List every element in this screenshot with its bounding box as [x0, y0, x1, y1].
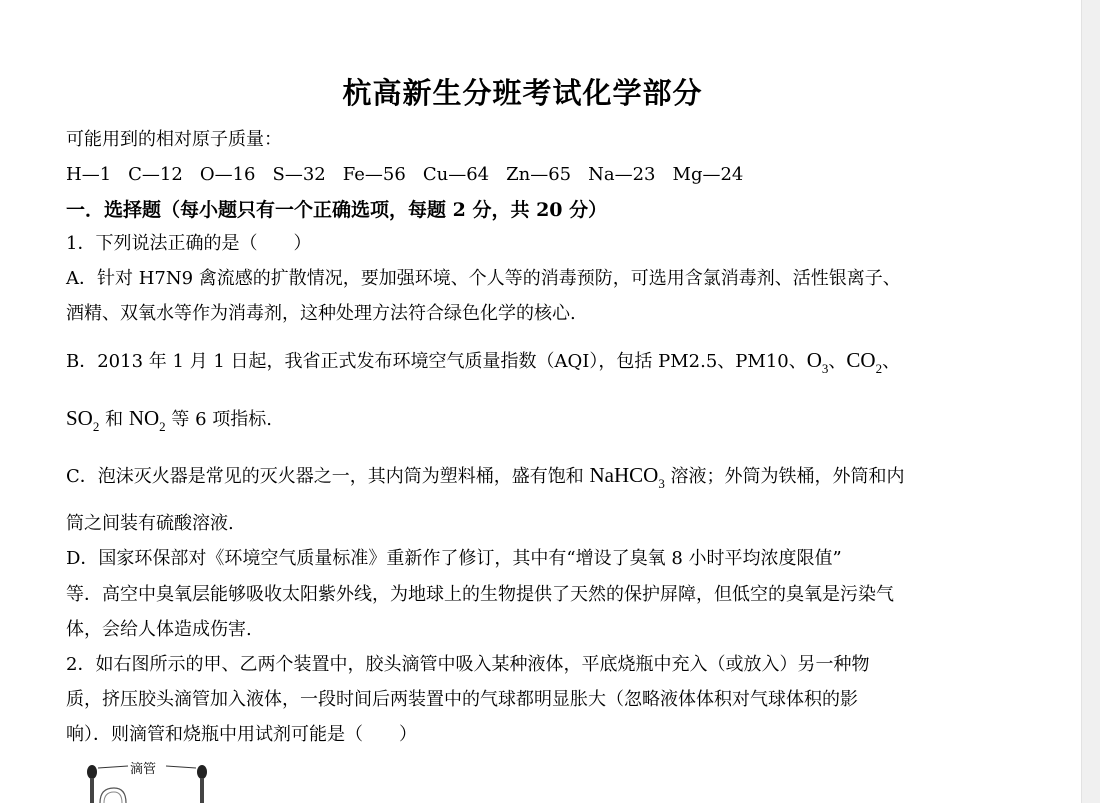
mass-item: Mg—24 — [672, 164, 744, 185]
q1-option-d-line2: 等．高空中臭氧层能够吸收太阳紫外线，为地球上的生物提供了天然的保护屏障，但低空的臭氧是污染气 — [66, 584, 894, 605]
formula-nahco3: NaHCO$_3$ — [589, 463, 665, 491]
formula-so2: $SO_2$ — [66, 406, 100, 434]
question-2-line3: 响）．则滴管和烧瓶中用试剂可能是（ ） — [66, 724, 417, 745]
atomic-mass-intro: 可能用到的相对原子质量： — [66, 129, 282, 150]
formula-no2: $NO_2$ — [128, 406, 166, 434]
formula-co2: $CO_2$ — [846, 348, 883, 376]
mass-item: Na—23 — [588, 164, 656, 185]
mass-item: Zn—65 — [506, 164, 572, 185]
mass-item: O—16 — [199, 164, 256, 185]
apparatus-figure — [78, 758, 218, 803]
q1-option-a-line1: A．针对 H7N9 禽流感的扩散情况，要加强环境、个人等的消毒预防，可选用含氯消毒剂、活性银离子、 — [66, 268, 901, 289]
q1-option-d-line1: D．国家环保部对《环境空气质量标准》重新作了修订，其中有“增设了臭氧 8 小时平均浓度限值” — [66, 548, 842, 569]
mass-item: Fe—56 — [342, 164, 406, 185]
formula-o3: $O_3$ — [806, 348, 829, 376]
dropper-label: 滴管 — [130, 762, 157, 777]
q1-option-c-line1: C．泡沫灭火器是常见的灭火器之一，其内筒为塑料桶，盛有饱和 NaHCO$_3$ 溶液；外筒为铁桶，外筒和内 — [66, 463, 905, 491]
vertical-scrollbar[interactable] — [1081, 0, 1100, 803]
section-heading: 一．选择题（每小题只有一个正确选项，每题 2 分，共 20 分） — [66, 199, 608, 221]
q1-option-d-line3: 体，会给人体造成伤害. — [66, 619, 252, 640]
mass-item: Cu—64 — [422, 164, 490, 185]
q1-option-a-line2: 酒精、双氧水等作为消毒剂，这种处理方法符合绿色化学的核心. — [66, 303, 576, 324]
question-2-line1: 2．如右图所示的甲、乙两个装置中，胶头滴管中吸入某种液体，平底烧瓶中充入（或放入）另一种物 — [66, 654, 870, 675]
q1-option-b-line2: $SO_2$ 和 $NO_2$ 等 6 项指标. — [66, 406, 272, 434]
page-title: 杭高新生分班考试化学部分 — [342, 76, 703, 110]
question-2-line2: 质，挤压胶头滴管加入液体，一段时间后两装置中的气球都明显胀大（忽略液体体积对气球体积的影 — [66, 689, 858, 710]
q1-option-c-line2: 筒之间装有硫酸溶液. — [66, 513, 234, 534]
question-1-stem: 1．下列说法正确的是（ ） — [66, 233, 312, 254]
option-b-text: B．2013 年 1 月 1 日起，我省正式发布环境空气质量指数（AQI），包括 PM2.5、PM10、 — [66, 351, 807, 372]
q1-option-b-line1: B．2013 年 1 月 1 日起，我省正式发布环境空气质量指数（AQI），包括 PM2.5、PM10、$O_3$、$CO_2$、 — [66, 348, 901, 376]
mass-item: C—12 — [128, 164, 183, 185]
mass-item: H—1 — [66, 164, 112, 185]
atomic-mass-list — [66, 163, 760, 187]
mass-item: S—32 — [272, 164, 326, 185]
